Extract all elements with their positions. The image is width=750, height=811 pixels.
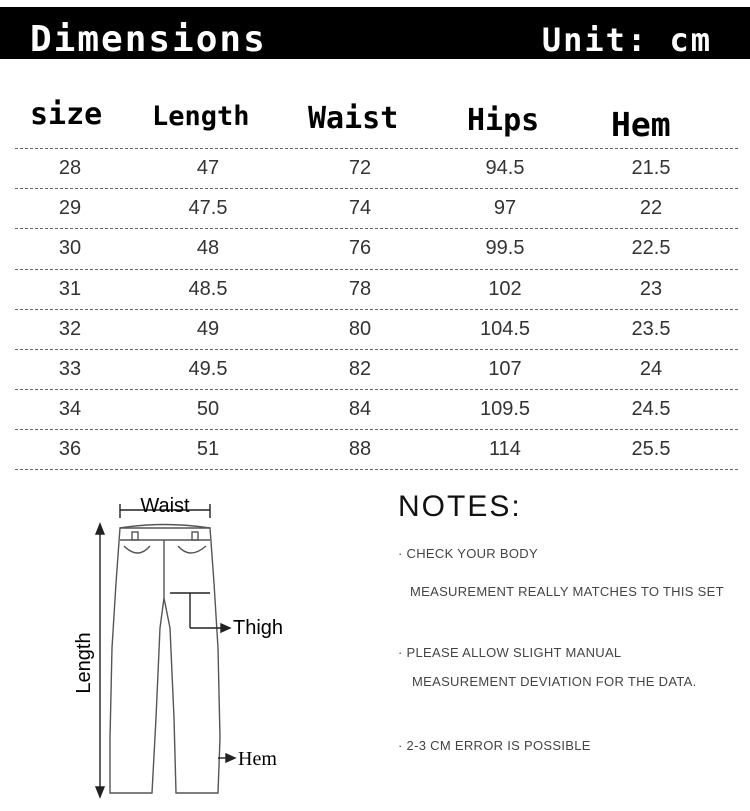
- table-row: [15, 188, 738, 228]
- table-row: [15, 148, 738, 188]
- table-cell: 32: [58, 317, 82, 340]
- table-cell: 30: [58, 237, 82, 260]
- pants-diagram: [60, 488, 300, 808]
- header-hips: Hips: [467, 103, 540, 138]
- table-cell: 94.5: [485, 157, 525, 179]
- table-cell: 25.5: [631, 438, 671, 461]
- pants-outline-icon: [110, 525, 220, 794]
- table-cell: 72: [348, 157, 372, 179]
- table-cell: 74: [348, 197, 372, 220]
- header-size: size: [30, 97, 103, 132]
- table-cell: 31: [58, 277, 82, 300]
- table-cell: 21.5: [631, 157, 671, 179]
- table-cell: 84: [348, 398, 372, 421]
- table-cell: 24.5: [631, 398, 671, 421]
- waist-label: Waist: [140, 495, 190, 517]
- page-title: Dimensions: [30, 19, 267, 60]
- table-cell: 102: [488, 277, 522, 300]
- table-row: [15, 389, 738, 429]
- note-line: MEASUREMENT REALLY MATCHES TO THIS SET: [410, 584, 724, 599]
- table-cell: 99.5: [485, 237, 525, 260]
- thigh-label: Thigh: [233, 617, 284, 639]
- size-table: [15, 97, 738, 470]
- header-length: Length: [152, 101, 250, 132]
- table-row: [15, 269, 738, 309]
- table-cell: 109.5: [479, 398, 531, 421]
- table-row: [15, 309, 738, 349]
- length-label: Length: [73, 632, 95, 694]
- table-cell: 33: [58, 357, 82, 380]
- table-cell: 23.5: [631, 317, 671, 340]
- table-cell: 49: [196, 317, 220, 340]
- table-cell: 36: [58, 438, 82, 461]
- table-cell: 47: [196, 157, 220, 179]
- table-cell: 48.5: [188, 277, 228, 300]
- table-cell: 34: [58, 398, 82, 421]
- table-cell: 22.5: [631, 237, 671, 260]
- note-line: · 2-3 CM ERROR IS POSSIBLE: [398, 738, 591, 753]
- table-cell: 49.5: [188, 357, 228, 380]
- table-cell: 82: [348, 357, 372, 380]
- table-cell: 104.5: [479, 317, 531, 340]
- note-line: MEASUREMENT DEVIATION FOR THE DATA.: [412, 674, 697, 689]
- table-cell: 48: [196, 237, 220, 260]
- note-line: · CHECK YOUR BODY: [398, 546, 538, 561]
- notes-section: [398, 490, 748, 753]
- hem-label: Hem: [238, 748, 277, 770]
- notes-title: NOTES:: [398, 490, 522, 523]
- table-row: [15, 429, 738, 469]
- table-row: [15, 228, 738, 268]
- table-cell: 50: [196, 398, 220, 421]
- table-header: [15, 97, 738, 148]
- table-cell: 80: [348, 317, 372, 340]
- table-cell: 22: [639, 197, 663, 220]
- table-cell: 24: [639, 357, 663, 380]
- unit-label: Unit: cm: [541, 21, 712, 59]
- table-cell: 88: [348, 438, 372, 461]
- table-cell: 51: [196, 438, 220, 461]
- table-cell: 114: [489, 438, 521, 461]
- note-line: · PLEASE ALLOW SLIGHT MANUAL: [398, 645, 622, 660]
- table-cell: 97: [493, 197, 517, 220]
- table-cell: 23: [639, 277, 663, 300]
- table-cell: 78: [348, 277, 372, 300]
- table-cell: 28: [58, 157, 82, 179]
- table-cell: 29: [58, 197, 82, 220]
- table-body: [15, 148, 738, 470]
- header-banner: [0, 0, 750, 62]
- header-bar: [0, 7, 750, 59]
- header-waist: Waist: [308, 101, 399, 136]
- table-cell: 107: [488, 357, 522, 380]
- table-row: [15, 349, 738, 389]
- header-hem: Hem: [611, 105, 671, 144]
- table-cell: 76: [348, 237, 372, 260]
- table-cell: 47.5: [188, 197, 228, 220]
